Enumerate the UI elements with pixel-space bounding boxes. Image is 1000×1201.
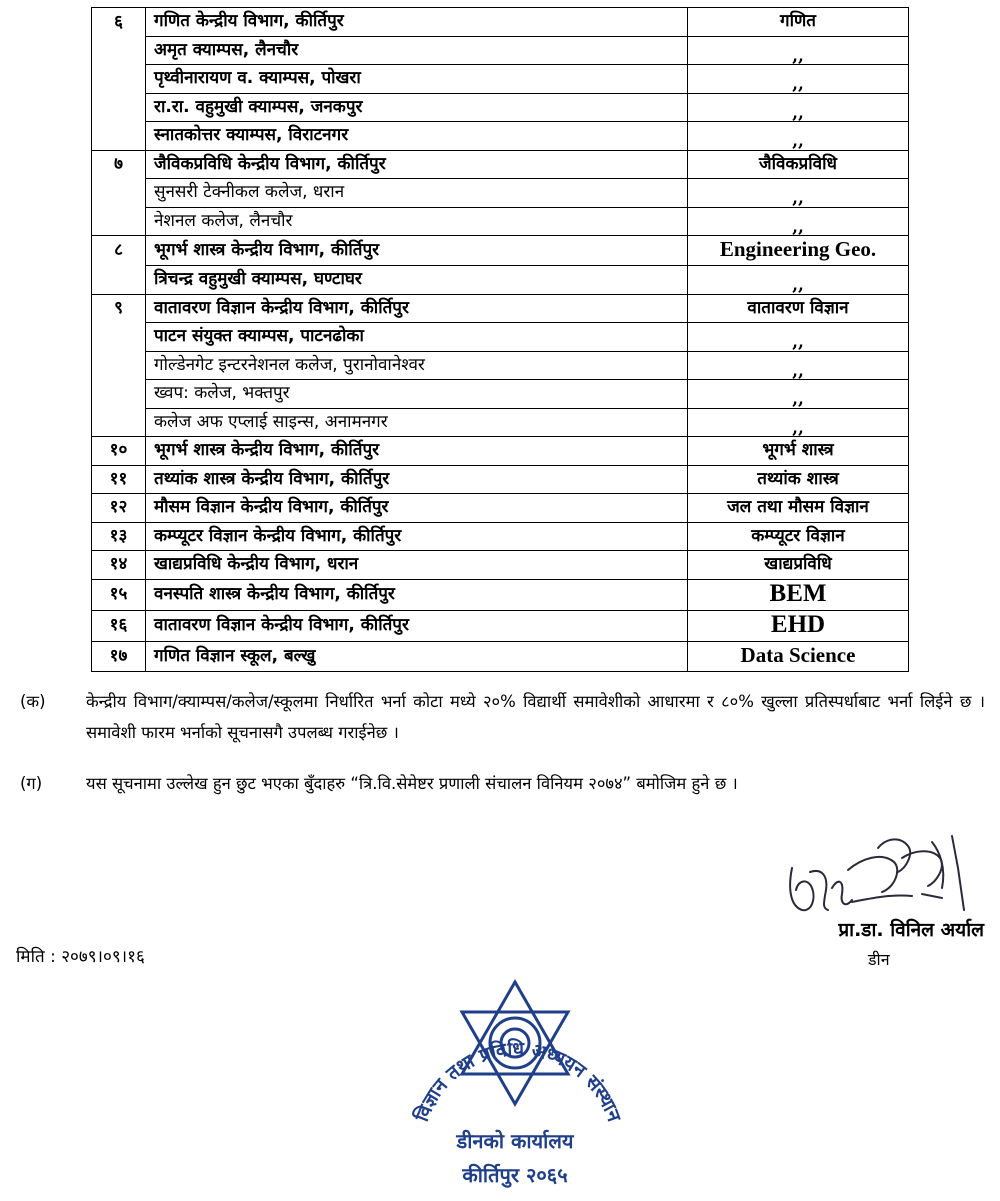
institution-cell: त्रिचन्द्र वहुमुखी क्याम्पस, घण्टाघर	[146, 266, 688, 295]
serial-number-cell	[92, 380, 146, 409]
serial-number-cell: ९	[92, 294, 146, 323]
seal-place-text: कीर्तिपुर २०६५	[462, 1163, 568, 1187]
serial-number-cell: १३	[92, 522, 146, 551]
institution-cell: खाद्यप्रविधि केन्द्रीय विभाग, धरान	[146, 551, 688, 580]
program-label: ,,	[792, 275, 804, 294]
serial-number-cell: ७	[92, 150, 146, 179]
serial-number-cell: १६	[92, 610, 146, 641]
institution-cell: पाटन संयुक्त क्याम्पस, पाटनढोका	[146, 323, 688, 352]
table-row	[92, 8, 909, 37]
signatory-name: प्रा.डा. विनिल अर्याल	[838, 919, 984, 941]
program-label: ,,	[792, 389, 804, 408]
serial-number-cell: १०	[92, 437, 146, 466]
program-label: ,,	[792, 45, 804, 65]
program-cell	[688, 294, 909, 323]
signatory-role: डीन	[868, 950, 890, 969]
table-row	[92, 351, 909, 380]
program-cell	[688, 610, 909, 641]
table-row	[92, 266, 909, 295]
program-label: जल तथा मौसम विज्ञान	[727, 497, 869, 518]
program-label: ,,	[792, 188, 804, 207]
table-row	[92, 551, 909, 580]
issue-date: मिति : २०७९।०९।१६	[16, 947, 145, 967]
institution-cell: सुनसरी टेक्नीकल कलेज, धरान	[146, 179, 688, 208]
seal-office-text: डीनको कार्यालय	[456, 1129, 574, 1153]
table-row	[92, 380, 909, 409]
program-cell	[688, 522, 909, 551]
program-label: BEM	[769, 579, 827, 607]
institution-cell: पृथ्वीनारायण व. क्याम्पस, पोखरा	[146, 65, 688, 94]
signature-image	[782, 828, 982, 920]
note-ka-text: केन्द्रीय विभाग/क्याम्पस/कलेज/स्कूलमा निर्धारित भर्ना कोटा मध्ये २०% विद्यार्थी समावेशीको आधारमा र ८०% खुल्ला प्रतिस्पर्धाबाट भर्ना लिईने छ । समावेशी फारम भर्नाको सूचनासगै उपलब्ध गराईनेछ ।	[86, 692, 985, 742]
institution-cell: वातावरण विज्ञान केन्द्रीय विभाग, कीर्तिपुर	[146, 294, 688, 323]
table-row	[92, 494, 909, 523]
seal-arc-text: विज्ञान तथा प्रविधि अध्ययन संस्थान	[410, 1038, 626, 1125]
program-cell	[688, 380, 909, 409]
note-ga-marker: (ग)	[20, 774, 43, 793]
serial-number-cell	[92, 266, 146, 295]
institution-cell: स्नातकोत्तर क्याम्पस, विराटनगर	[146, 122, 688, 151]
program-cell	[688, 8, 909, 37]
program-cell	[688, 179, 909, 208]
program-label: कम्प्यूटर विज्ञान	[751, 525, 845, 546]
serial-number-cell: १२	[92, 494, 146, 523]
table-row	[92, 150, 909, 179]
serial-number-cell	[92, 65, 146, 94]
institution-cell: कम्प्यूटर विज्ञान केन्द्रीय विभाग, कीर्तिपुर	[146, 522, 688, 551]
table-row	[92, 437, 909, 466]
program-cell	[688, 150, 909, 179]
table-row	[92, 179, 909, 208]
institution-cell: जैविकप्रविधि केन्द्रीय विभाग, कीर्तिपुर	[146, 150, 688, 179]
table-row	[92, 207, 909, 236]
table-row	[92, 93, 909, 122]
table-row	[92, 641, 909, 671]
program-label: वातावरण विज्ञान	[747, 297, 849, 318]
serial-number-cell	[92, 323, 146, 352]
table-row	[92, 36, 909, 65]
note-ga-text: यस सूचनामा उल्लेख हुन छुट भएका बुँदाहरु “त्रि.वि.सेमेष्टर प्रणाली संचालन विनियम २०७४” बमोजिम हुने छ ।	[86, 774, 738, 793]
program-cell	[688, 437, 909, 466]
serial-number-cell	[92, 36, 146, 65]
table-row	[92, 579, 909, 610]
program-cell	[688, 65, 909, 94]
institution-cell: नेशनल कलेज, लैनचौर	[146, 207, 688, 236]
table-row	[92, 122, 909, 151]
table-row	[92, 465, 909, 494]
program-cell	[688, 323, 909, 352]
serial-number-cell	[92, 179, 146, 208]
institution-cell: कलेज अफ एप्लाई साइन्स, अनामनगर	[146, 408, 688, 437]
program-label: जैविकप्रविधि	[759, 153, 837, 174]
institution-cell: गोल्डेनगेट इन्टरनेशनल कलेज, पुरानोवानेश्वर	[146, 351, 688, 380]
program-label: तथ्यांक शास्त्र	[757, 468, 839, 489]
serial-number-cell	[92, 408, 146, 437]
institution-cell: मौसम विज्ञान केन्द्रीय विभाग, कीर्तिपुर	[146, 494, 688, 523]
program-cell	[688, 641, 909, 671]
program-label: ,,	[792, 332, 804, 351]
serial-number-cell: १५	[92, 579, 146, 610]
institution-cell: गणित विज्ञान स्कूल, बल्खु	[146, 641, 688, 671]
serial-number-cell: ११	[92, 465, 146, 494]
table-row	[92, 65, 909, 94]
program-table	[91, 7, 909, 672]
program-cell	[688, 93, 909, 122]
table-row	[92, 610, 909, 641]
institution-cell: वनस्पति शास्त्र केन्द्रीय विभाग, कीर्तिपुर	[146, 579, 688, 610]
program-label: ,,	[792, 131, 804, 150]
serial-number-cell: १४	[92, 551, 146, 580]
program-label: ,,	[792, 417, 804, 437]
program-cell	[688, 551, 909, 580]
program-cell	[688, 494, 909, 523]
table-row	[92, 323, 909, 352]
program-cell	[688, 207, 909, 236]
program-label: खाद्यप्रविधि	[764, 554, 832, 575]
program-cell	[688, 36, 909, 65]
serial-number-cell	[92, 122, 146, 151]
program-cell	[688, 465, 909, 494]
institution-cell: वातावरण विज्ञान केन्द्रीय विभाग, कीर्तिपुर	[146, 610, 688, 641]
program-cell	[688, 408, 909, 437]
table-row	[92, 294, 909, 323]
note-ga	[20, 768, 985, 799]
note-ka	[20, 686, 985, 748]
serial-number-cell: १७	[92, 641, 146, 671]
program-label: ,,	[792, 102, 804, 122]
program-cell	[688, 579, 909, 610]
program-label: ,,	[792, 360, 804, 380]
program-cell	[688, 351, 909, 380]
program-label: Engineering Geo.	[719, 237, 877, 261]
institution-cell: अमृत क्याम्पस, लैनचौर	[146, 36, 688, 65]
institution-cell: रा.रा. वहुमुखी क्याम्पस, जनकपुर	[146, 93, 688, 122]
program-label: Data Science	[740, 642, 856, 667]
serial-number-cell	[92, 207, 146, 236]
program-cell	[688, 122, 909, 151]
institution-cell: ख्वप: कलेज, भक्तपुर	[146, 380, 688, 409]
program-label: ,,	[792, 74, 804, 93]
serial-number-cell	[92, 93, 146, 122]
program-cell	[688, 266, 909, 295]
program-label: EHD	[770, 610, 826, 638]
note-ka-marker: (क)	[20, 692, 46, 711]
table-row	[92, 236, 909, 266]
serial-number-cell: ६	[92, 8, 146, 37]
institution-cell: भूगर्भ शास्त्र केन्द्रीय विभाग, कीर्तिपुर	[146, 437, 688, 466]
program-label: गणित	[780, 11, 816, 32]
serial-number-cell	[92, 351, 146, 380]
table-row	[92, 522, 909, 551]
institution-cell: तथ्यांक शास्त्र केन्द्रीय विभाग, कीर्तिपुर	[146, 465, 688, 494]
serial-number-cell: ८	[92, 236, 146, 266]
office-seal	[390, 970, 640, 1195]
program-label: ,,	[792, 216, 804, 236]
program-label: भूगर्भ शास्त्र	[762, 440, 834, 461]
institution-cell: भूगर्भ शास्त्र केन्द्रीय विभाग, कीर्तिपुर	[146, 236, 688, 266]
institution-cell: गणित केन्द्रीय विभाग, कीर्तिपुर	[146, 8, 688, 37]
program-cell	[688, 236, 909, 266]
table-row	[92, 408, 909, 437]
